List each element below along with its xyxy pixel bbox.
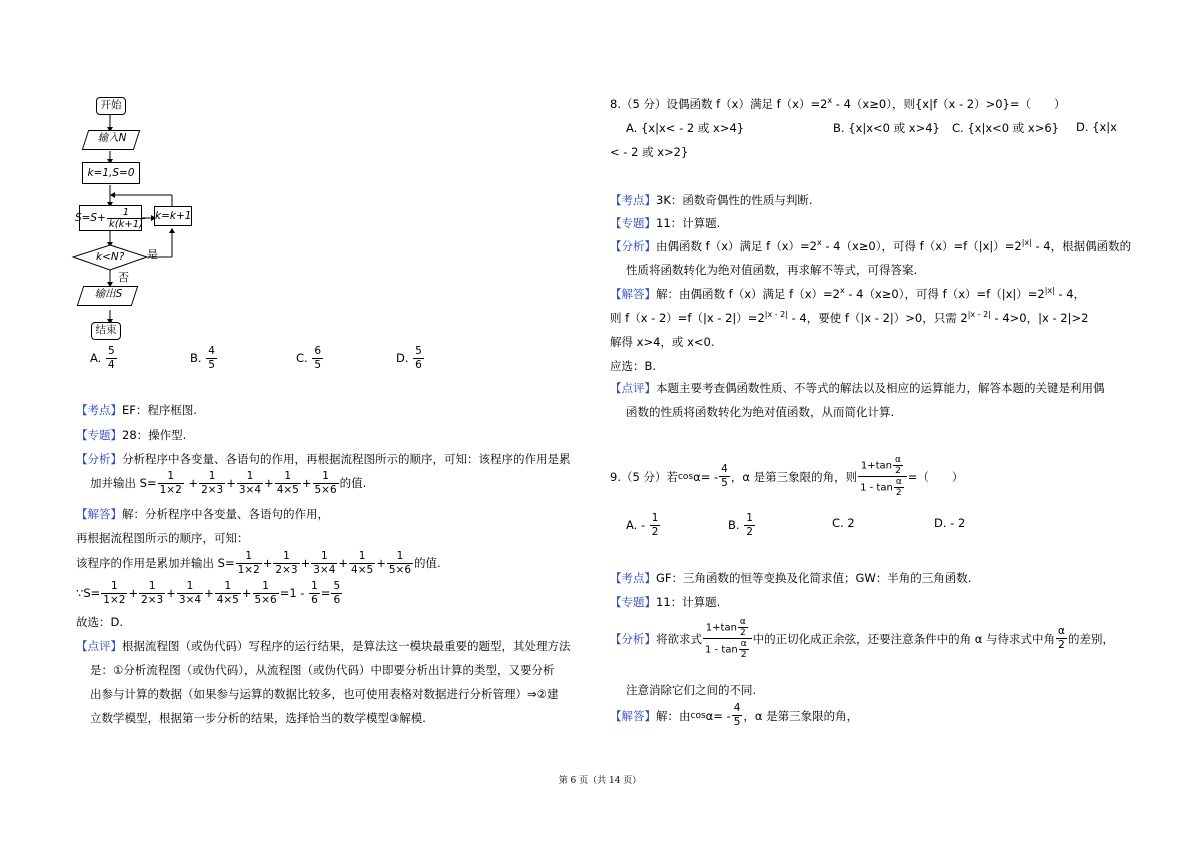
q7-jieda-line4: ∵S= $\frac{1}{1\times 2}$ + $\frac{1}{2\times 3}$ + $\frac{1}{3\times 4}$ + $\frac{1}{4\times 5}$ + $\frac{1}{5\times 6}$ =1 - $\frac{1}{6}$ = $\frac{5}{6}$ (76, 580, 341, 606)
update-left: S=S+ (74, 211, 106, 224)
flow-yes: 是 (147, 248, 158, 261)
q9-stem: 9.（5 分）若 cos α = - 4 5 ，α 是第三象限的角，则 1+tan $\frac{\alpha}{2}$ 1 - tan $\frac{\alpha}{2}$ =（ ） (610, 455, 964, 498)
flow-output: 输出S (77, 286, 138, 306)
q8-option-c: C. {x|x<0 或 x>6} (952, 121, 1059, 135)
q8-jieda-line1: 【解答】解：由偶函数 f（x）满足 $f(x)=2^x - 4(x\ge 0)$，可得 $f(x)=f(|x|)=2^{|x|} - 4$， (610, 286, 1086, 301)
q9-jieda-line1: 【解答】 解：由 cos α = - 4 5 ，α 是第三象限的角， (610, 702, 859, 728)
q8-jieda-line2: 则 $f(x - 2)=f(|x - 2|)=2^{|x - 2|} - 4$，要使 f（|x - 2|）>0，只需 $2^{|x - 2|} - 4>0$，|x - 2|>2 (610, 310, 1089, 325)
q8-option-d-cont: < - 2 或 x>2} (610, 145, 689, 159)
q7-dianping-line1: 【点评】根据流程图（或伪代码）写程序的运行结果，是算法这一模块最重要的题型，其处理方法 (76, 639, 571, 653)
q8-stem: 8.（5 分）设偶函数 f（x）满足 $f(x)=2^x - 4(x\ge 0)$，则{x|f（x - 2）>0}=（ ） (610, 96, 1066, 111)
q7-zhuanti: 【专题】28：操作型. (76, 428, 187, 442)
flow-input: 输入N (82, 130, 140, 150)
q7-jieda-line2: 再根据流程图所示的顺序，可知： (76, 531, 249, 545)
q7-dianping-line3: 出参与计算的数据（如果参与运算的数据比较多，也可使用表格对数据进行分析管理）⇒②建 (90, 687, 559, 701)
q8-dianping-line2: 函数的性质将函数转化为绝对值函数，从而简化计算. (626, 405, 895, 419)
q7-jieda-line5: 故选：D. (76, 615, 124, 629)
flow-condition: k<N? (96, 251, 125, 263)
q9-fenxi-line2: 注意消除它们之间的不同. (626, 683, 757, 697)
q9-fenxi-line1: 【分析】 将欲求式 1+tan $\frac{\alpha}{2}$ 1 - tan $\frac{\alpha}{2}$ 中的正切化成正余弦，还要注意条件中的角 α 与待求式中角 α 2 的差别， (610, 617, 1114, 660)
q7-option-b: B. $\frac{4}{5}$ (190, 345, 215, 371)
q7-fenxi-line1: 【分析】分析程序中各变量、各语句的作用，再根据流程图所示的顺序，可知：该程序的作用是累 (76, 452, 571, 466)
flow-no: 否 (118, 271, 129, 284)
q9-zhuanti: 【专题】11：计算题. (610, 595, 721, 609)
q8-fenxi-line1: 【分析】由偶函数 f（x）满足 $f(x)=2^x - 4(x\ge 0)$，可得 $f(x)=f(|x|)=2^{|x|} - 4$，根据偶函数的 (610, 238, 1132, 253)
flow-increment: k=k+1 (154, 206, 192, 226)
flow-init: k=1,S=0 (82, 162, 140, 184)
page-footer: 第 6 页（共 14 页） (558, 776, 642, 786)
q9-kaodian: 【考点】GF：三角函数的恒等变换及化简求值；GW：半角的三角函数. (610, 571, 972, 585)
q9-option-c: C. 2 (832, 516, 855, 530)
q7-option-c: C. $\frac{6}{5}$ (296, 345, 322, 371)
flow-start: 开始 (96, 97, 126, 115)
q7-dianping-line2: 是：①分析流程图（或伪代码），从流程图（或伪代码）中即要分析出计算的类型，又要分析 (90, 663, 555, 677)
q8-option-a: A. {x|x< - 2 或 x>4} (626, 121, 745, 135)
q9-option-d: D. - 2 (934, 516, 966, 530)
q8-option-b: B. {x|x<0 或 x>4} (833, 121, 940, 135)
q8-kaodian: 【考点】3K：函数奇偶性的性质与判断. (610, 193, 813, 207)
q8-fenxi-line2: 性质将函数转化为绝对值函数，再求解不等式，可得答案. (626, 263, 918, 277)
q7-dianping-line4: 立数学模型，根据第一步分析的结果，选择恰当的数学模型③解模. (90, 711, 426, 725)
q7-kaodian: 【考点】EF：程序框图. (76, 403, 198, 417)
q7-option-a: A. $\frac{5}{4}$ (90, 345, 115, 371)
flow-end: 结束 (91, 322, 121, 340)
q8-option-d: D. {x|x (1076, 120, 1117, 134)
flow-update: S=S+ $\frac{1}{k(k+1)}$ (74, 206, 144, 230)
q8-zhuanti: 【专题】11：计算题. (610, 216, 721, 230)
q8-dianping-line1: 【点评】本题主要考查偶函数性质、不等式的解法以及相应的运算能力，解答本题的关键是利用偶 (610, 381, 1105, 395)
q8-jieda-line4: 应选：B. (610, 359, 657, 373)
q8-jieda-line3: 解得 x>4，或 x<0. (610, 335, 715, 349)
q9-option-a: A. - $\frac{1}{2}$ (626, 512, 659, 538)
q7-jieda-line3: 该程序的作用是累加并输出 S= $\frac{1}{1\times 2}$ + $\frac{1}{2\times 3}$ + $\frac{1}{3\times 4}$ + $\frac{1}{4\times 5}$ + $\frac{1}{5\times 6}$ 的值. (76, 550, 441, 576)
q7-fenxi-line2: 加并输出 S= $\frac{1}{1\times 2}$ + $\frac{1}{2\times 3}$ + $\frac{1}{3\times 4}$ + $\frac{1}{4\times 5}$ + $\frac{1}{5\times 6}$ 的值. (90, 470, 367, 496)
q9-option-b: B. $\frac{1}{2}$ (728, 512, 753, 538)
q7-option-d: D. $\frac{5}{6}$ (396, 345, 422, 371)
q7-jieda-line1: 【解答】解：分析程序中各变量、各语句的作用， (76, 507, 329, 521)
